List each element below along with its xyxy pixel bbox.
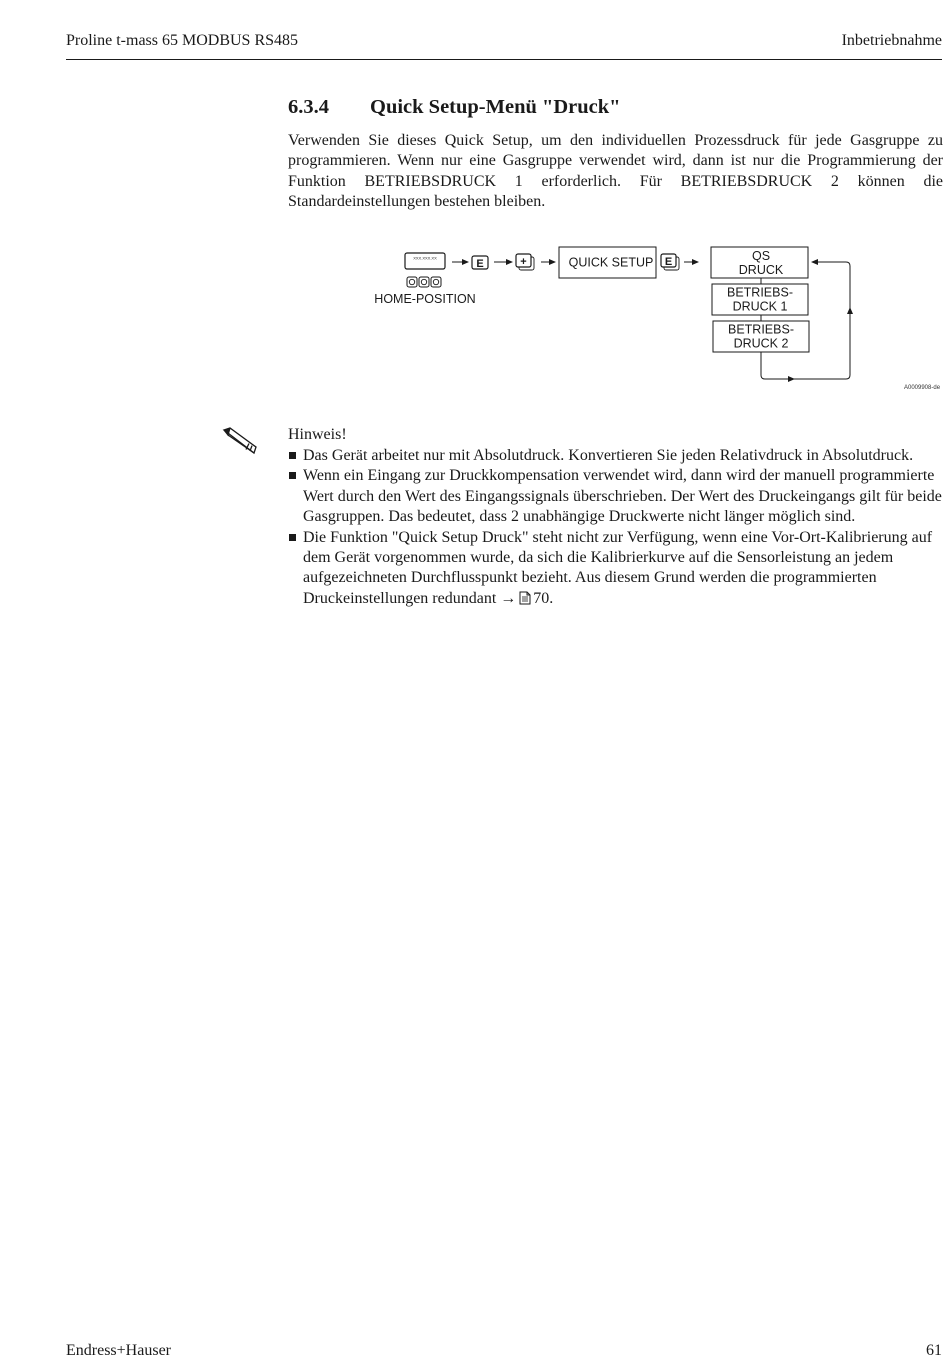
header-product: Proline t-mass 65 MODBUS RS485 [66, 32, 299, 49]
svg-text:BETRIEBS-: BETRIEBS- [728, 322, 794, 337]
note-title: Hinweis! [288, 426, 347, 443]
betriebsdruck-2-box [713, 321, 809, 352]
ref-page: 70. [533, 589, 554, 607]
note-list [288, 446, 943, 609]
page-number: 61 [926, 1342, 942, 1359]
display-readout: XXX.XXX.XX [413, 255, 437, 261]
home-position-label: HOME-POSITION [374, 292, 476, 306]
figure-id: A0009908-de [904, 385, 941, 391]
svg-text:E: E [664, 256, 673, 268]
list-item: Das Gerät arbeitet nur mit Absolutdruck. Konvertieren Sie jeden Relativdruck in Absolutdruck. [288, 446, 943, 466]
betriebsdruck-1-box [712, 284, 808, 315]
bullet-icon [289, 452, 296, 459]
enter-key-icon-2 [661, 254, 679, 270]
svg-text:DRUCK 1: DRUCK 1 [732, 299, 788, 314]
bullet-icon [289, 472, 296, 479]
section-heading [288, 96, 621, 119]
display-icon [405, 253, 445, 287]
svg-text:DRUCK 2: DRUCK 2 [733, 336, 789, 351]
section-title: Quick Setup-Menü "Druck" [370, 96, 621, 118]
quick-setup-box [559, 247, 656, 278]
bullet-icon [289, 534, 296, 541]
page-ref-icon [519, 591, 531, 605]
list-item: Wenn ein Eingang zur Druckkompensation verwendet wird, dann wird der manuell programmierte Wert durch den Wert des Eingangssignals überschrieben. Der Wert des Druckeingangs gilt für beide Gasgruppen. Das bedeutet, dass 2 unabhängige Druckwerte nicht länger möglich sind. [288, 466, 943, 527]
qs-druck-box [711, 247, 808, 278]
section-number: 6.3.4 [288, 96, 329, 118]
list-item: Die Funktion "Quick Setup Druck" steht nicht zur Verfügung, wenn eine Vor-Ort-Kalibrierung auf dem Gerät vorgenommen wurde, da sich die Kalibrierkurve auf die Sensorleistung an jedem aufgezeichneten Durchflusspunkt bezieht. Aus diesem Grund werden die programmierten Druckeinstellungen redundant → 70. [288, 528, 943, 610]
footer-brand: Endress+Hauser [66, 1342, 171, 1359]
svg-text:QUICK SETUP: QUICK SETUP [568, 255, 654, 270]
svg-text:QS: QS [751, 249, 771, 263]
header-chapter: Inbetriebnahme [841, 32, 942, 49]
ref-arrow: → [500, 589, 517, 607]
svg-text:E: E [476, 258, 484, 270]
svg-text:BETRIEBS-: BETRIEBS- [727, 285, 793, 300]
enter-key-icon [472, 256, 488, 270]
plus-key-icon [516, 254, 534, 270]
pencil-icon [220, 427, 258, 455]
intro-paragraph: Verwenden Sie dieses Quick Setup, um den individuellen Prozessdruck für jede Gasgruppe zu programmieren. Wenn nur eine Gasgruppe verwendet wird, dann ist nur die Programmierung der Funktion BETRIEBSDRUCK 1 erforderlich. Für BETRIEBSDRUCK 2 können die Standardeinstellungen bestehen bleiben. [288, 132, 943, 211]
header-rule [66, 59, 942, 60]
svg-text:DRUCK: DRUCK [738, 263, 784, 277]
svg-text:+: + [520, 256, 527, 268]
quick-setup-diagram [370, 238, 860, 384]
